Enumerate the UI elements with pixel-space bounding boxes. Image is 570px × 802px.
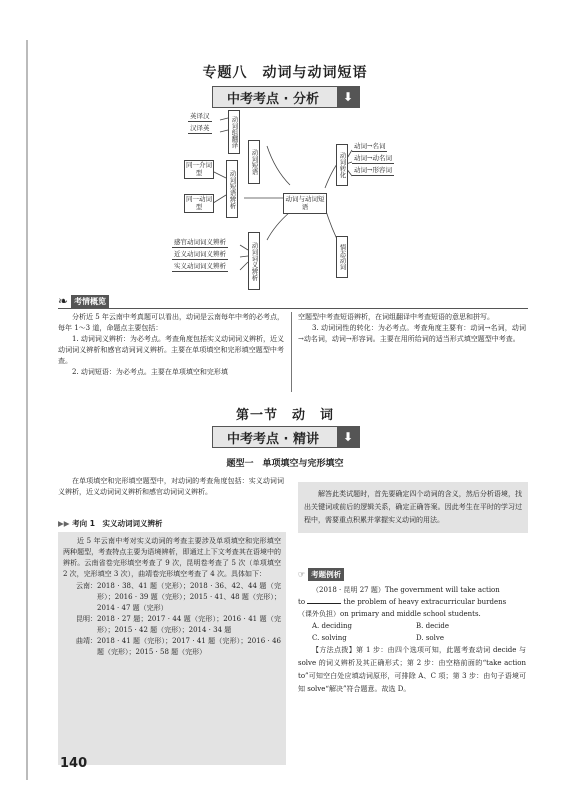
question-stem: The government will take action (384, 586, 500, 594)
map-leaf: 英译汉 (190, 112, 210, 120)
example-header (298, 568, 344, 581)
option-c: C. solving (312, 634, 347, 642)
exam-items: 2018 · 27 题；2017 · 44 题（完形）；2016 · 41 题（完形）；2015 · 42 题（完形）；2014 · 34 题 (97, 615, 281, 634)
map-leaf: 动词→动名词 (354, 154, 392, 162)
leaf-icon: ❧ (58, 294, 69, 308)
question-line (298, 584, 526, 596)
question-stem: to (298, 598, 306, 606)
map-leaf: 动词→形容词 (354, 166, 392, 174)
overview-header (58, 294, 109, 308)
type-title: 题型一 单项填空与完形填空 (226, 459, 344, 469)
stats-text: 近 5 年云南中考对实义动词的考查主要涉及单项填空和完形填空两种题型，考查特点主要为语境辨析，即通过上下文考查其在语境中的辨析。云南省卷完形填空考查了 9 次，昆明卷考查了 5 次（单项填空 2 次，完形填空 3 次），曲靖卷完形填空考查了 4 次。具体如下： (63, 537, 281, 578)
banner-text: 中考考点 · 精讲 (227, 431, 319, 447)
map-node-phrase-translation: 动词组翻译 (228, 110, 240, 154)
options-row (298, 620, 526, 632)
exam-items: 2018 · 41 题（完形）；2017 · 41 题（完形）；2016 · 46 题（完形）；2015 · 58 题（完形） (97, 637, 281, 656)
map-center-node: 动词与动词短语 (283, 193, 327, 214)
left-intro: 在单项填空和完形填空题型中，对动词的考查角度包括：实义动词词义辨析，近义动词词义辨析和感官动词词义辨析。 (58, 477, 284, 496)
down-arrow-icon: ⬇ (337, 427, 359, 447)
question-line: （课外负担）on primary and middle school students. (298, 610, 481, 618)
overview-para: 3. 动词词性的转化：为必考点。考查角度主要有：动词→名词，动词→动名词，动词→形容词。主要在用所给词的适当形式填空题型中考查。 (298, 324, 526, 343)
overview-para: 分析近 5 年云南中考真题可以看出，动词是云南每年中考的必考点，每年 1～3 道，命题点主要包括： (58, 313, 284, 332)
overview-badge: 考情概览 (71, 295, 109, 308)
overview-para: 空题型中考查短语辨析，在词组翻译中考查短语的意思和拼写。 (298, 313, 494, 321)
exam-place: 昆明： (76, 615, 97, 623)
question-block (298, 584, 526, 696)
down-arrow-icon: ⬇ (337, 87, 359, 107)
map-leaf: 动词→名词 (354, 142, 386, 150)
map-leaf: 近义动词词义辨析 (174, 250, 226, 258)
tip-box: 解答此类试题时，首先要确定四个动词的含义，然后分析语境，找出关键词或前后的逻辑关系，确定正确答案。因此考生在平时的学习过程中，需要重点积累并掌握实义动词的用法。 (298, 482, 528, 533)
option-a: A. deciding (312, 622, 352, 630)
map-leaf: 汉译英 (190, 124, 210, 132)
exam-row (63, 581, 281, 614)
column-divider (291, 312, 292, 392)
banner-text: 中考考点 · 分析 (227, 91, 319, 107)
point-heading (58, 518, 163, 529)
map-leaf: 实义动词词义辨析 (174, 262, 226, 270)
overview-left-col (58, 312, 284, 378)
option-d: D. solve (416, 634, 444, 642)
exam-row (63, 636, 281, 658)
map-node-conversion: 动词转化 (336, 144, 348, 186)
overview-para: 1. 动词词义辨析：为必考点。考查角度包括实义动词词义辨析，近义动词词义辨析和感官动词词义辨析。主要在单项填空和完形填空题型中考查。 (58, 335, 284, 365)
overview-para: 2. 动词短语：为必考点。主要在单项填空和完形填 (72, 368, 228, 376)
pencil-icon: ☞ (298, 570, 306, 579)
section-title: 第一节 动 词 (235, 408, 334, 423)
map-leaf-box: 同一介词型 (184, 160, 214, 179)
map-node-phrase-analysis: 动词短语辨析 (226, 160, 238, 218)
exam-place: 曲靖： (76, 637, 97, 645)
example-badge: 考题例析 (308, 568, 344, 581)
map-leaf-box: 同一动词型 (184, 194, 214, 213)
exam-row (63, 614, 281, 636)
point-label: 考向 1 实义动词词义辨析 (72, 519, 163, 528)
exam-place: 云南： (76, 582, 97, 590)
map-node-modal: 情态动词 (336, 236, 348, 278)
overview-rule (58, 308, 528, 309)
exam-stats-box (58, 532, 286, 765)
page-number: 140 (60, 756, 88, 771)
double-arrow-icon: ▶▶ (58, 519, 73, 528)
map-node-meaning: 动词词义辨析 (248, 232, 260, 290)
method-text: 【方法点拨】第 1 步：由四个选项可知，此题考查动词 decide 与 solve 的词义辨析及其正确形式；第 2 步：由空格前面的“take action to”可知空白处应填动词原形，可排除 A、C 项；第 3 步：由句子语境可知 solve“解决”符合题意。故选 D。 (298, 646, 526, 693)
map-node-phrases: 动词短语 (248, 140, 260, 184)
lecture-banner (212, 426, 360, 448)
question-stem: the problem of heavy extracurricular burdens (343, 598, 507, 606)
question-line (298, 596, 526, 608)
overview-right-col (298, 312, 526, 345)
map-leaf: 感官动词词义辨析 (174, 238, 226, 246)
page-title: 专题八 动词与动词短语 (202, 65, 368, 81)
answer-blank (307, 603, 341, 604)
options-row (298, 632, 526, 644)
exam-items: 2018 · 38、41 题（完形）；2018 · 36、42、44 题（完形）；2016 · 39 题（完形）；2015 · 41、48 题（完形）；2014 · 47 题（完形） (97, 582, 281, 612)
option-b: B. decide (416, 622, 450, 630)
question-source: （2018 · 昆明 27 题） (312, 586, 385, 594)
